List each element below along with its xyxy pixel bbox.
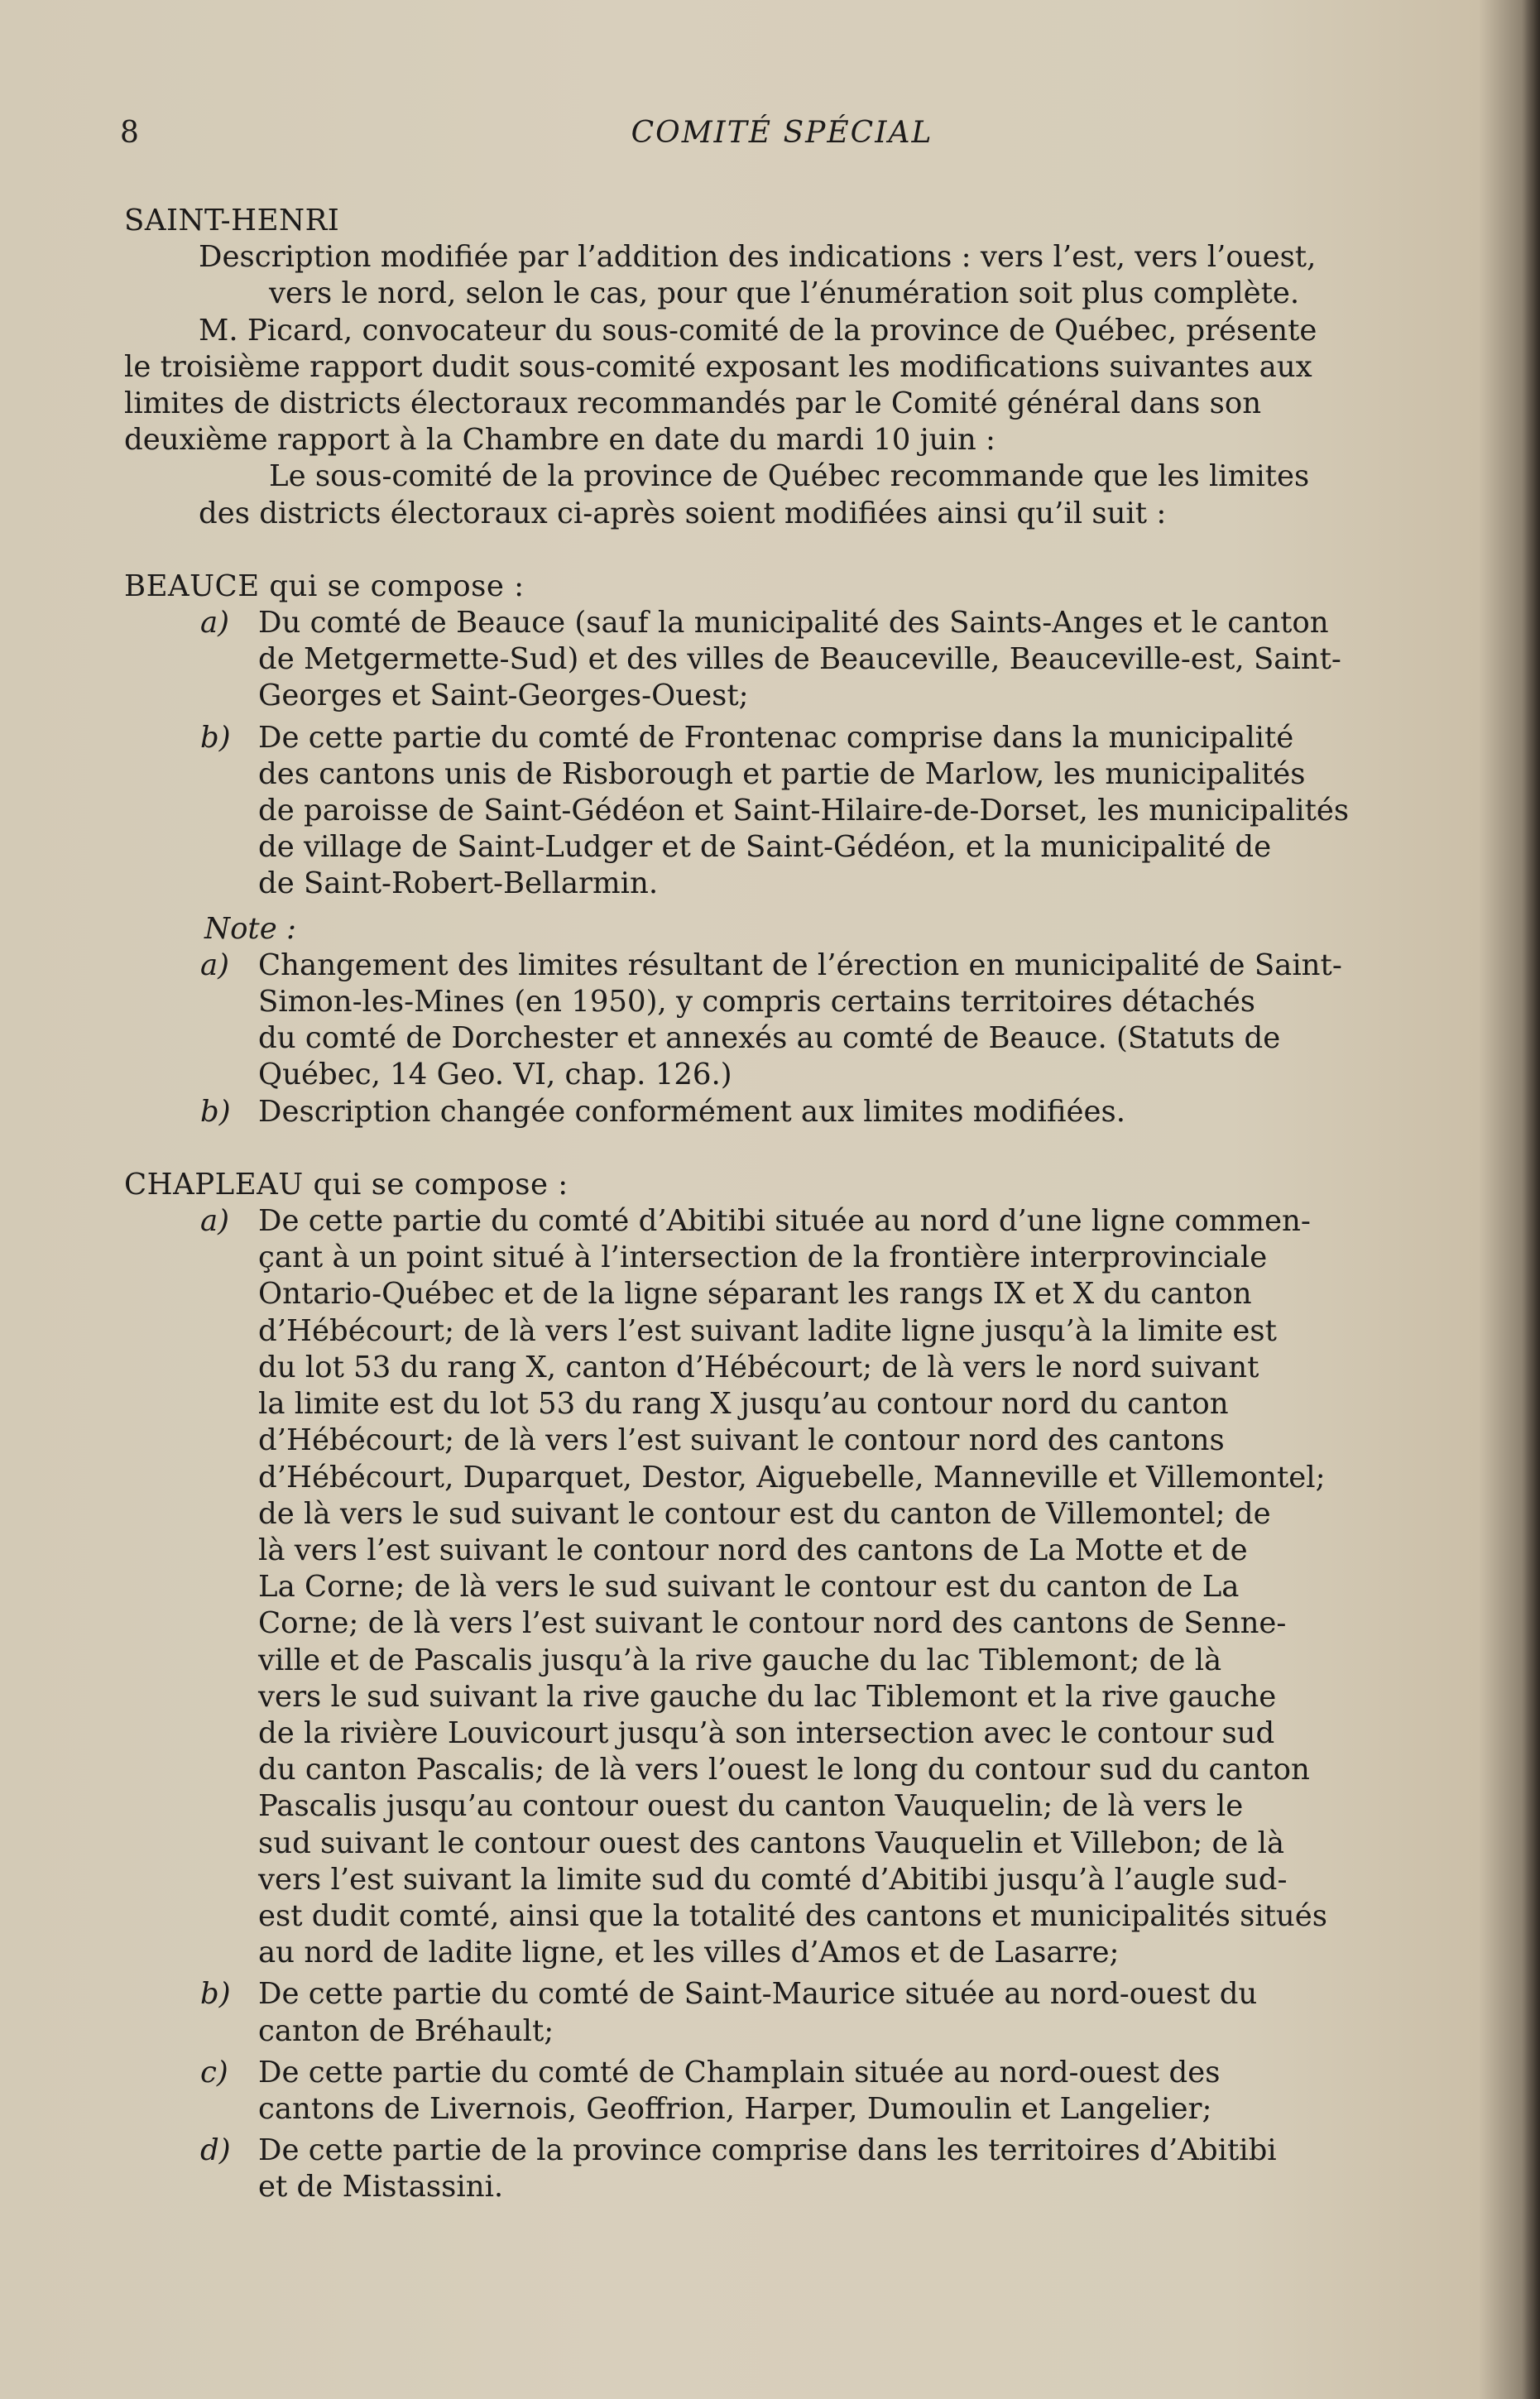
item-label: d) — [200, 2133, 231, 2168]
item-line: de la rivière Louvicourt jusqu’à son intersection avec le contour sud — [258, 1715, 1275, 1750]
item-line: La Corne; de là vers le sud suivant le contour est du canton de La — [258, 1570, 1240, 1605]
item-line: du comté de Dorchester et annexés au comté de Beauce. (Statuts de — [258, 1021, 1281, 1056]
running-title: COMITÉ SPÉCIAL — [631, 116, 933, 150]
item-line: Du comté de Beauce (sauf la municipalité des Saints-Anges et le canton — [258, 606, 1329, 641]
section-heading: SAINT-HENRI — [124, 204, 340, 238]
page-edge-shadow — [1522, 0, 1540, 2399]
paragraph-line: des districts électoraux ci-après soient modifiées ainsi qu’il suit : — [199, 496, 1167, 530]
item-line: Ontario-Québec et de la ligne séparant les rangs IX et X du canton — [258, 1277, 1252, 1312]
item-line: ville et de Pascalis jusqu’à la rive gauche du lac Tiblemont; de là — [258, 1643, 1222, 1677]
item-line: d’Hébécourt; de là vers l’est suivant ladite ligne jusqu’à la limite est — [258, 1313, 1277, 1348]
item-line: là vers l’est suivant le contour nord des cantons de La Motte et de — [258, 1533, 1248, 1567]
item-line: du lot 53 du rang X, canton d’Hébécourt; de là vers le nord suivant — [258, 1350, 1259, 1384]
item-label: c) — [200, 2055, 228, 2090]
item-line: vers l’est suivant la limite sud du comté d’Abitibi jusqu’à l’augle sud- — [258, 1862, 1288, 1897]
paragraph-line: vers le nord, selon le cas, pour que l’énumération soit plus complète. — [269, 276, 1300, 311]
item-line: la limite est du lot 53 du rang X jusqu’au contour nord du canton — [258, 1387, 1229, 1422]
item-line: canton de Bréhault; — [258, 2013, 554, 2048]
item-label: b) — [200, 1094, 231, 1129]
item-line: des cantons unis de Risborough et partie de Marlow, les municipalités — [258, 756, 1306, 791]
item-line: au nord de ladite ligne, et les villes d’Amos et de Lasarre; — [258, 1936, 1120, 1970]
document-body — [124, 203, 1430, 2206]
paragraph-line: Le sous-comité de la province de Québec recommande que les limites — [269, 459, 1310, 494]
section-heading: BEAUCE qui se compose : — [124, 569, 525, 603]
item-line: De cette partie du comté de Saint-Maurice située au nord-ouest du — [258, 1977, 1258, 2012]
paragraph-line: limites de districts électoraux recommandés par le Comité général dans son — [124, 386, 1262, 421]
note-item — [124, 948, 1430, 1094]
list-item — [124, 1203, 1430, 1971]
item-line: de là vers le sud suivant le contour est du canton de Villemontel; de — [258, 1496, 1271, 1531]
section-chapleau — [124, 1167, 1430, 2206]
note-item — [124, 1094, 1430, 1130]
item-line: sud suivant le contour ouest des cantons Vauquelin et Villebon; de là — [258, 1826, 1285, 1860]
item-line: Georges et Saint-Georges-Ouest; — [258, 679, 749, 713]
item-line: de Metgermette-Sud) et des villes de Beauceville, Beauceville-est, Saint- — [258, 642, 1341, 677]
paragraph-line: Description modifiée par l’addition des indications : vers l’est, vers l’ouest, — [199, 240, 1317, 275]
section-heading: CHAPLEAU qui se compose : — [124, 1167, 569, 1202]
item-line: çant à un point situé à l’intersection de la frontière interprovinciale — [258, 1240, 1268, 1275]
item-label: a) — [200, 606, 230, 641]
item-label: b) — [200, 1977, 231, 2012]
item-line: De cette partie de la province comprise dans les territoires d’Abitibi — [258, 2133, 1277, 2168]
item-line: De cette partie du comté de Frontenac comprise dans la municipalité — [258, 720, 1294, 755]
item-line: Description changée conformément aux limites modifiées. — [258, 1094, 1126, 1129]
item-line: De cette partie du comté de Champlain située au nord-ouest des — [258, 2055, 1221, 2090]
paragraph-line: M. Picard, convocateur du sous-comité de la province de Québec, présente — [199, 313, 1317, 348]
list-item — [124, 1976, 1430, 2049]
item-line: de village de Saint-Ludger et de Saint-Gédéon, et la municipalité de — [258, 830, 1272, 865]
item-line: et de Mistassini. — [258, 2170, 504, 2205]
item-line: d’Hébécourt; de là vers l’est suivant le contour nord des cantons — [258, 1423, 1225, 1458]
item-line: de paroisse de Saint-Gédéon et Saint-Hilaire-de-Dorset, les municipalités — [258, 794, 1350, 828]
item-label: a) — [200, 948, 230, 982]
item-line: Changement des limites résultant de l’érection en municipalité de Saint- — [258, 948, 1342, 982]
list-item — [124, 720, 1430, 903]
item-line: de Saint-Robert-Bellarmin. — [258, 866, 659, 901]
page-header — [120, 116, 1444, 157]
item-line: Pascalis jusqu’au contour ouest du canton Vauquelin; de là vers le — [258, 1789, 1244, 1824]
paragraph-line: deuxième rapport à la Chambre en date du mardi 10 juin : — [124, 423, 995, 458]
page-number: 8 — [120, 116, 139, 150]
item-line: du canton Pascalis; de là vers l’ouest le long du contour sud du canton — [258, 1753, 1310, 1787]
item-label: a) — [200, 1204, 230, 1239]
list-item — [124, 2133, 1430, 2205]
item-line: d’Hébécourt, Duparquet, Destor, Aiguebelle, Manneville et Villemontel; — [258, 1460, 1326, 1495]
item-line: De cette partie du comté d’Abitibi située au nord d’une ligne commen- — [258, 1204, 1311, 1239]
item-line: vers le sud suivant la rive gauche du lac Tiblemont et la rive gauche — [258, 1679, 1277, 1714]
list-item — [124, 605, 1430, 715]
item-line: cantons de Livernois, Geoffrion, Harper, Dumoulin et Langelier; — [258, 2091, 1212, 2126]
list-item — [124, 2055, 1430, 2128]
section-saint-henri — [124, 203, 1430, 532]
item-line: Corne; de là vers l’est suivant le contour nord des cantons de Senne- — [258, 1606, 1287, 1641]
item-line: Québec, 14 Geo. VI, chap. 126.) — [258, 1058, 732, 1092]
section-beauce — [124, 569, 1430, 1130]
item-line: est dudit comté, ainsi que la totalité des cantons et municipalités situés — [258, 1898, 1328, 1933]
paragraph-line: le troisième rapport dudit sous-comité exposant les modifications suivantes aux — [124, 349, 1312, 384]
item-label: b) — [200, 720, 231, 755]
note-label: Note : — [204, 911, 296, 946]
item-line: Simon-les-Mines (en 1950), y compris certains territoires détachés — [258, 985, 1255, 1020]
